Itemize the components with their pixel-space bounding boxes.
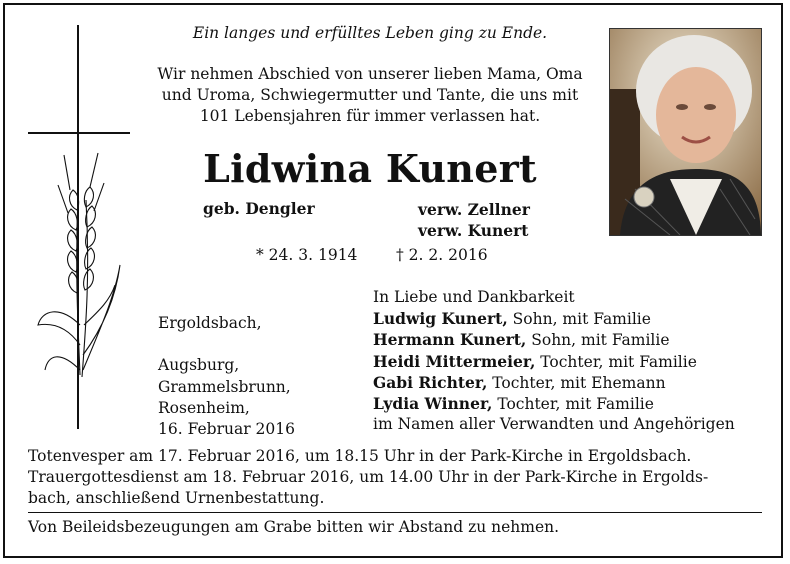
motto: Ein langes und erfülltes Leben ging zu Ende. bbox=[192, 24, 548, 42]
mourner-place: Rosenheim, bbox=[158, 398, 250, 417]
mourner-relation: Sohn, mit Familie bbox=[526, 331, 670, 350]
married-names bbox=[418, 199, 530, 241]
death-date: † 2. 2. 2016 bbox=[396, 246, 488, 264]
mourner-place: Grammelsbrunn, bbox=[158, 377, 291, 396]
deceased-name: Lidwina Kunert bbox=[203, 146, 537, 191]
mourners-names bbox=[373, 287, 735, 435]
mourner-name: Ludwig Kunert, bbox=[373, 309, 508, 329]
footer-note: Von Beileidsbezeugungen am Grabe bitten wir Abstand zu nehmen. bbox=[28, 518, 560, 536]
mourner-relation: Tochter, mit Ehemann bbox=[487, 373, 666, 392]
divider bbox=[28, 512, 762, 513]
mourner-row bbox=[373, 329, 735, 350]
married-name: verw. Kunert bbox=[418, 221, 529, 241]
married-name: verw. Zellner bbox=[418, 200, 530, 219]
mourner-row bbox=[373, 351, 735, 372]
maiden-name: geb. Dengler bbox=[203, 199, 315, 218]
mourner-place: Augsburg, bbox=[158, 356, 240, 375]
service-line: Totenvesper am 17. Februar 2016, um 18.15 Uhr in der Park-Kirche in Ergoldsbach. bbox=[28, 447, 692, 465]
service-line: Trauergottesdienst am 18. Februar 2016, um 14.00 Uhr in der Park-Kirche in Ergolds- bbox=[28, 468, 709, 487]
mourner-relation: im Namen aller Verwandten und Angehörigen bbox=[373, 415, 735, 434]
mourner-name: Hermann Kunert, bbox=[373, 330, 527, 350]
portrait-photo bbox=[609, 28, 762, 236]
service-details bbox=[28, 446, 768, 510]
mourner-row bbox=[373, 393, 735, 414]
service-line: bach, anschließend Urnenbestattung. bbox=[28, 489, 325, 508]
gratitude-line: In Liebe und Dankbarkeit bbox=[373, 288, 575, 306]
mourner-place bbox=[158, 334, 295, 355]
mourner-relation: Tochter, mit Familie bbox=[492, 394, 654, 413]
mourner-row bbox=[373, 414, 735, 435]
mourner-row bbox=[373, 308, 735, 329]
mourner-row bbox=[373, 372, 735, 393]
intro-text: Wir nehmen Abschied von unserer lieben Mama, Oma und Uroma, Schwiegermutter und Tante, die uns mit 101 Lebensjahren für immer verlassen hat. bbox=[157, 65, 583, 125]
mourner-relation: Tochter, mit Familie bbox=[535, 352, 697, 371]
mourner-place: Ergoldsbach, bbox=[158, 314, 262, 332]
notice-date: 16. Februar 2016 bbox=[158, 419, 295, 438]
mourners-places bbox=[158, 313, 295, 440]
mourner-relation: Sohn, mit Familie bbox=[507, 310, 651, 329]
mourner-name: Lydia Winner, bbox=[373, 393, 493, 413]
cross-with-wheat-icon bbox=[20, 25, 140, 435]
mourner-name: Gabi Richter, bbox=[373, 372, 488, 392]
birth-date: * 24. 3. 1914 bbox=[256, 246, 358, 264]
mourner-name: Heidi Mittermeier, bbox=[373, 351, 536, 371]
